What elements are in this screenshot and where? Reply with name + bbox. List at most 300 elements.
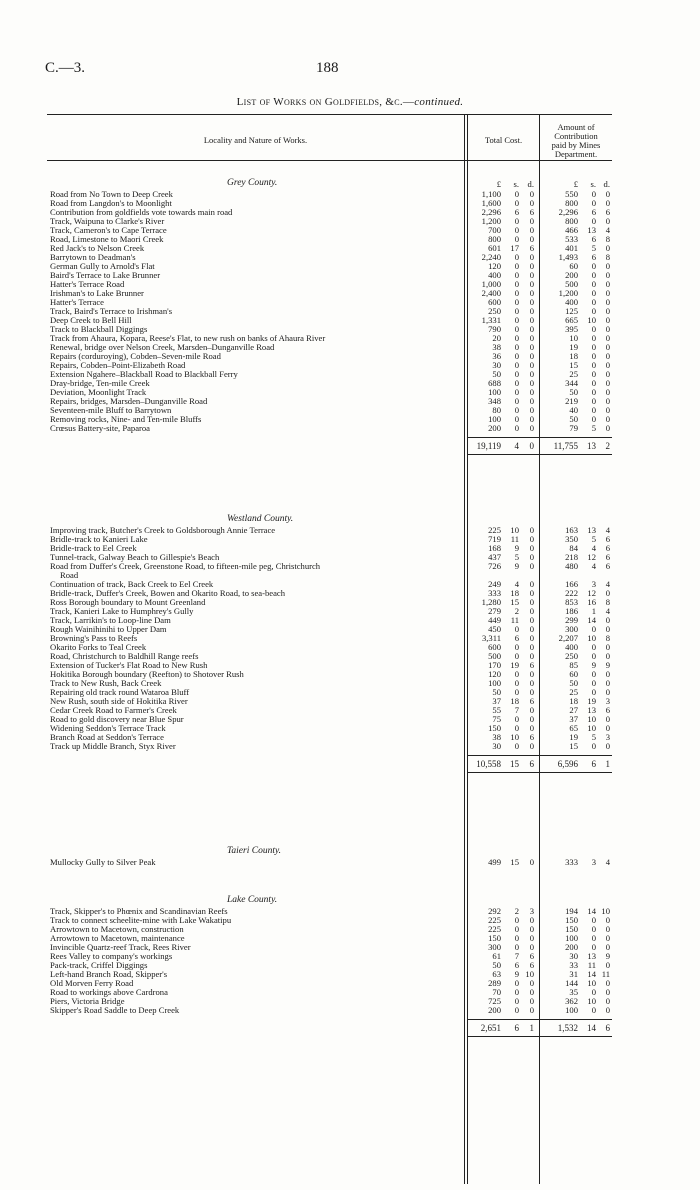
total-cost-pounds: 55 (492, 705, 501, 715)
contribution-shillings: 13 (587, 525, 596, 535)
total-cost-pounds: 1,600 (481, 198, 501, 208)
total-cost-pence: 0 (529, 342, 534, 352)
total-cost-pounds: 75 (492, 714, 501, 724)
contribution-pounds: 533 (565, 234, 578, 244)
total-cost-pounds: 80 (492, 405, 501, 415)
contribution-shillings: 0 (591, 189, 596, 199)
contribution-shillings: 0 (591, 369, 596, 379)
contribution-pence: 0 (605, 624, 610, 634)
total-cost-pence: 0 (529, 561, 534, 571)
contribution-shillings: 1 (591, 606, 596, 616)
table-row (47, 424, 612, 433)
total-cost-shillings: 0 (514, 315, 519, 325)
total-cost-shillings: 2 (514, 606, 519, 616)
work-locality: Continuation of track, Back Creek to Eel Creek (50, 579, 214, 589)
contribution-shillings: 11 (587, 960, 596, 970)
contribution-shillings: 6 (591, 252, 596, 262)
total-cost-pounds: 1,280 (481, 597, 501, 607)
total-cost-shillings: 6 (514, 1023, 519, 1033)
total-cost-pence: 6 (529, 243, 534, 253)
work-locality: Deep Creek to Bell Hill (50, 315, 132, 325)
work-locality: Invincible Quartz-reef Track, Rees River (50, 942, 191, 952)
contribution-pounds: 100 (565, 1005, 578, 1015)
total-cost-pence: 0 (529, 279, 534, 289)
total-cost-pence: 0 (529, 933, 534, 943)
work-locality: Track to connect scheelite-mine with Lake Wakatipu (50, 915, 232, 925)
total-cost-shillings: 0 (514, 414, 519, 424)
work-locality: Track up Middle Branch, Styx River (50, 741, 176, 751)
total-cost-pence: 6 (529, 660, 534, 670)
contribution-pounds: 31 (569, 969, 578, 979)
total-cost-pence: 0 (529, 252, 534, 262)
subtotal-rule (540, 1036, 612, 1037)
total-cost-shillings: 11 (510, 615, 519, 625)
contribution-pounds: 60 (569, 261, 578, 271)
total-cost-pounds: 279 (488, 606, 501, 616)
table-row (47, 858, 612, 867)
subtotal-rule (540, 772, 612, 773)
contribution-shillings: 14 (587, 906, 596, 916)
total-cost-shillings: 19 (510, 660, 519, 670)
total-cost-shillings: 9 (514, 561, 519, 571)
total-cost-shillings: 0 (514, 279, 519, 289)
table-row (47, 742, 612, 751)
subtotal-rule (468, 454, 539, 455)
subtitle-main: List of Works on Goldfields, &c.— (236, 96, 415, 108)
total-cost-pounds: 499 (488, 857, 501, 867)
table-row (47, 289, 612, 298)
contribution-pence: 0 (605, 378, 610, 388)
total-cost-shillings: 18 (510, 696, 519, 706)
total-cost-shillings: 15 (510, 857, 519, 867)
contribution-shillings: 0 (591, 915, 596, 925)
contribution-shillings: 0 (591, 405, 596, 415)
work-locality: Okarito Forks to Teal Creek (50, 642, 147, 652)
contribution-pence: 0 (605, 942, 610, 952)
work-locality: German Gully to Arnold's Flat (50, 261, 155, 271)
contribution-pounds: 125 (565, 306, 578, 316)
contribution-shillings: 10 (587, 978, 596, 988)
total-cost-pounds: 600 (488, 297, 501, 307)
contribution-pence: 0 (605, 306, 610, 316)
contribution-shillings: 0 (591, 324, 596, 334)
total-cost-pence: 0 (529, 396, 534, 406)
total-cost-pounds: 2,651 (480, 1023, 501, 1033)
total-cost-shillings: 0 (514, 924, 519, 934)
contribution-pounds: 200 (565, 942, 578, 952)
contribution-pence: 0 (605, 405, 610, 415)
work-locality: Seventeen-mile Bluff to Barrytown (50, 405, 172, 415)
total-cost-pounds: 450 (488, 624, 501, 634)
total-cost-pence: 0 (529, 678, 534, 688)
work-locality: Red Jack's to Nelson Creek (50, 243, 145, 253)
total-cost-shillings: 18 (510, 588, 519, 598)
total-cost-shillings: 0 (514, 714, 519, 724)
contribution-pence: 0 (605, 423, 610, 433)
total-cost-pounds: 3,311 (481, 633, 501, 643)
total-cost-pounds: 61 (492, 951, 501, 961)
work-locality: Bridle-track, Duffer's Creek, Bowen and Okarito Road, to sea-beach (50, 588, 286, 598)
total-cost-pounds: 36 (492, 351, 501, 361)
total-cost-pounds: 30 (492, 360, 501, 370)
currency-unit: £ (573, 179, 578, 189)
work-locality: Baird's Terrace to Lake Brunner (50, 270, 161, 280)
total-cost-pence: 0 (529, 606, 534, 616)
total-cost-shillings: 7 (514, 705, 519, 715)
contribution-shillings: 12 (587, 588, 596, 598)
work-locality: Browning's Pass to Reefs (50, 633, 138, 643)
total-cost-pence: 0 (529, 978, 534, 988)
total-cost-shillings: 6 (514, 960, 519, 970)
total-cost-pounds: 719 (488, 534, 501, 544)
work-locality: Repairs (corduroying), Cobden–Seven-mile Road (50, 351, 221, 361)
contribution-shillings: 0 (591, 942, 596, 952)
contribution-pounds: 27 (569, 705, 578, 715)
total-cost-pounds: 20 (492, 333, 501, 343)
contribution-pence: 0 (605, 261, 610, 271)
contribution-pounds: 85 (569, 660, 578, 670)
total-cost-pence: 0 (529, 942, 534, 952)
contribution-shillings: 0 (591, 198, 596, 208)
total-cost-pence: 0 (529, 306, 534, 316)
work-locality: Crœsus Battery-site, Paparoa (50, 423, 150, 433)
total-cost-pounds: 500 (488, 651, 501, 661)
total-cost-pence: 0 (529, 552, 534, 562)
total-cost-pounds: 1,000 (481, 279, 501, 289)
total-cost-shillings: 0 (514, 1005, 519, 1015)
contribution-pence: 0 (605, 741, 610, 751)
total-cost-shillings: 0 (514, 942, 519, 952)
total-cost-shillings: 0 (514, 642, 519, 652)
work-locality: Branch Road at Seddon's Terrace (50, 732, 164, 742)
contribution-pence: 0 (605, 360, 610, 370)
total-cost-pence: 0 (529, 687, 534, 697)
total-cost-shillings: 10 (510, 525, 519, 535)
total-cost-column-header: Total Cost. (484, 135, 523, 145)
contribution-pounds: 18 (569, 696, 578, 706)
total-cost-pence: 0 (529, 642, 534, 652)
total-cost-pence: 0 (529, 198, 534, 208)
contribution-shillings: 0 (591, 624, 596, 634)
contribution-pounds: 333 (565, 857, 578, 867)
work-locality: Arrowtown to Macetown, construction (50, 924, 184, 934)
total-cost-pence: 0 (529, 387, 534, 397)
total-cost-shillings: 0 (514, 678, 519, 688)
total-cost-pence: 0 (529, 525, 534, 535)
contribution-pounds: 30 (569, 951, 578, 961)
total-cost-pence: 0 (529, 378, 534, 388)
contribution-pence: 0 (605, 216, 610, 226)
county-total-row (47, 1024, 612, 1034)
contribution-shillings: 0 (591, 297, 596, 307)
total-cost-pence: 3 (529, 906, 534, 916)
total-cost-pence: 0 (529, 414, 534, 424)
contribution-pence: 0 (605, 915, 610, 925)
total-cost-pence: 0 (529, 597, 534, 607)
subtotal-rule (468, 772, 539, 773)
total-cost-pence: 0 (529, 714, 534, 724)
work-locality: Left-hand Branch Road, Skipper's (50, 969, 168, 979)
total-cost-shillings: 0 (514, 378, 519, 388)
total-cost-pence: 0 (529, 369, 534, 379)
contribution-pounds: 25 (569, 687, 578, 697)
contribution-shillings: 0 (591, 1005, 596, 1015)
contribution-header-line: paid by Mines (551, 140, 601, 150)
total-cost-pounds: 292 (488, 906, 501, 916)
contribution-pence: 8 (605, 633, 610, 643)
total-cost-pounds: 700 (488, 225, 501, 235)
total-cost-shillings: 0 (514, 270, 519, 280)
total-cost-pence: 0 (529, 987, 534, 997)
subtotal-rule (468, 1036, 539, 1037)
total-cost-pounds: 1,100 (481, 189, 501, 199)
total-cost-shillings: 0 (514, 915, 519, 925)
contribution-pence: 0 (605, 324, 610, 334)
contribution-pounds: 186 (565, 606, 578, 616)
county-heading: Grey County. (227, 178, 278, 188)
subtotal-rule (540, 437, 612, 438)
contribution-pounds: 665 (565, 315, 578, 325)
contribution-shillings: 9 (591, 660, 596, 670)
total-cost-pounds: 250 (488, 306, 501, 316)
county-total-row (47, 442, 612, 452)
contribution-pounds: 50 (569, 387, 578, 397)
work-locality: New Rush, south side of Hokitika River (50, 696, 188, 706)
contribution-pounds: 50 (569, 414, 578, 424)
contribution-shillings: 0 (591, 987, 596, 997)
contribution-shillings: 14 (587, 1023, 596, 1033)
contribution-pounds: 200 (565, 270, 578, 280)
contribution-pence: 0 (605, 678, 610, 688)
contribution-pounds: 300 (565, 624, 578, 634)
currency-units-row (47, 180, 612, 189)
currency-unit: d. (603, 179, 610, 189)
contribution-shillings: 0 (591, 333, 596, 343)
total-cost-pounds: 289 (488, 978, 501, 988)
work-locality: Road, Christchurch to Baldhill Range reefs (50, 651, 199, 661)
contribution-pence: 6 (605, 207, 610, 217)
total-cost-pounds: 726 (488, 561, 501, 571)
contribution-pounds: 395 (565, 324, 578, 334)
work-locality: Irishman's to Lake Brunner (50, 288, 144, 298)
contribution-shillings: 0 (591, 741, 596, 751)
work-locality: Arrowtown to Macetown, maintenance (50, 933, 185, 943)
total-cost-pence: 0 (529, 741, 534, 751)
contribution-pounds: 100 (565, 933, 578, 943)
contribution-shillings: 0 (591, 216, 596, 226)
contribution-pounds: 480 (565, 561, 578, 571)
contribution-pounds: 33 (569, 960, 578, 970)
contribution-shillings: 0 (591, 678, 596, 688)
total-cost-shillings: 0 (514, 261, 519, 271)
table-row (47, 1006, 612, 1015)
total-cost-pence: 0 (529, 633, 534, 643)
contribution-shillings: 6 (591, 234, 596, 244)
work-locality: Rough Wainihinihi to Upper Dam (50, 624, 167, 634)
contribution-pounds: 40 (569, 405, 578, 415)
total-cost-pence: 0 (529, 924, 534, 934)
contribution-pounds: 2,207 (558, 633, 578, 643)
work-locality: Track, Baird's Terrace to Irishman's (50, 306, 173, 316)
contribution-pounds: 401 (565, 243, 578, 253)
total-cost-shillings: 0 (514, 216, 519, 226)
contribution-shillings: 0 (591, 414, 596, 424)
contribution-shillings: 0 (591, 288, 596, 298)
contribution-pounds: 299 (565, 615, 578, 625)
total-cost-shillings: 0 (514, 996, 519, 1006)
contribution-pence: 0 (605, 1005, 610, 1015)
total-cost-shillings: 0 (514, 306, 519, 316)
total-cost-pounds: 150 (488, 723, 501, 733)
total-cost-pounds: 688 (488, 378, 501, 388)
total-cost-pence: 0 (529, 234, 534, 244)
contribution-shillings: 0 (591, 351, 596, 361)
total-cost-pence: 0 (529, 543, 534, 553)
work-locality: Removing rocks, Nine- and Ten-mile Bluffs (50, 414, 202, 424)
contribution-shillings: 5 (591, 534, 596, 544)
total-cost-pence: 0 (529, 405, 534, 415)
contribution-pounds: 466 (565, 225, 578, 235)
document-reference: C.—3. (45, 60, 86, 76)
work-locality: Barrytown to Deadman's (50, 252, 136, 262)
work-locality: Road from Langdon's to Moonlight (50, 198, 172, 208)
total-cost-shillings: 0 (514, 324, 519, 334)
total-cost-shillings: 0 (514, 651, 519, 661)
total-cost-pounds: 63 (492, 969, 501, 979)
contribution-pence: 9 (605, 660, 610, 670)
work-locality: Hokitika Borough boundary (Reefton) to Shotover Rush (50, 669, 244, 679)
total-cost-shillings: 0 (514, 225, 519, 235)
total-cost-pounds: 19,119 (476, 441, 501, 451)
total-cost-pounds: 2,400 (481, 288, 501, 298)
total-cost-pounds: 225 (488, 924, 501, 934)
work-locality: Deviation, Moonlight Track (50, 387, 147, 397)
contribution-pounds: 344 (565, 378, 578, 388)
total-cost-pounds: 300 (488, 942, 501, 952)
total-cost-pounds: 50 (492, 687, 501, 697)
contribution-pence: 4 (605, 225, 610, 235)
work-locality: Pack-track, Criffel Diggings (50, 960, 148, 970)
contribution-shillings: 4 (591, 543, 596, 553)
contribution-pounds: 400 (565, 297, 578, 307)
total-cost-pounds: 100 (488, 414, 501, 424)
total-cost-pounds: 100 (488, 678, 501, 688)
contribution-pence: 6 (605, 534, 610, 544)
total-cost-shillings: 6 (514, 207, 519, 217)
total-cost-pounds: 725 (488, 996, 501, 1006)
contribution-pence: 0 (605, 189, 610, 199)
contribution-pounds: 222 (565, 588, 578, 598)
contribution-pence: 0 (605, 588, 610, 598)
table-top-rule (47, 114, 612, 115)
contribution-pounds: 65 (569, 723, 578, 733)
subtitle-continued: continued. (414, 96, 464, 108)
currency-unit: d. (527, 179, 534, 189)
contribution-pounds: 37 (569, 714, 578, 724)
contribution-pounds: 60 (569, 669, 578, 679)
total-cost-shillings: 0 (514, 351, 519, 361)
contribution-shillings: 0 (591, 396, 596, 406)
contribution-pence: 9 (605, 951, 610, 961)
contribution-pence: 0 (605, 723, 610, 733)
total-cost-pence: 0 (529, 351, 534, 361)
total-cost-shillings: 0 (514, 396, 519, 406)
contribution-pence: 6 (605, 543, 610, 553)
contribution-column-header (540, 123, 612, 159)
contribution-pounds: 35 (569, 987, 578, 997)
contribution-pence: 0 (605, 933, 610, 943)
contribution-shillings: 6 (591, 207, 596, 217)
contribution-pence: 0 (605, 243, 610, 253)
contribution-shillings: 0 (591, 387, 596, 397)
contribution-pence: 0 (605, 651, 610, 661)
contribution-pence: 0 (605, 996, 610, 1006)
contribution-pounds: 1,532 (557, 1023, 578, 1033)
contribution-shillings: 0 (591, 360, 596, 370)
total-cost-shillings: 0 (514, 198, 519, 208)
contribution-pounds: 11,755 (553, 441, 578, 451)
currency-unit: s. (513, 179, 519, 189)
total-cost-pence: 6 (529, 732, 534, 742)
total-cost-shillings: 0 (514, 360, 519, 370)
subtotal-rule (540, 454, 612, 455)
work-locality: Repairs, bridges, Marsden–Dunganville Road (50, 396, 208, 406)
work-locality: Road to gold discovery near Blue Spur (50, 714, 184, 724)
total-cost-pence: 6 (529, 696, 534, 706)
total-cost-pence: 1 (529, 1023, 534, 1033)
total-cost-shillings: 0 (514, 978, 519, 988)
currency-unit: £ (496, 179, 501, 189)
total-cost-pence: 0 (529, 333, 534, 343)
contribution-shillings: 14 (587, 615, 596, 625)
total-cost-pounds: 10,558 (476, 759, 501, 769)
total-cost-pounds: 225 (488, 525, 501, 535)
contribution-pence: 2 (605, 441, 610, 451)
total-cost-pounds: 100 (488, 387, 501, 397)
contribution-shillings: 3 (591, 579, 596, 589)
contribution-shillings: 10 (587, 996, 596, 1006)
contribution-pence: 0 (605, 351, 610, 361)
subtotal-rule (540, 1019, 612, 1020)
contribution-shillings: 3 (591, 857, 596, 867)
contribution-pounds: 194 (565, 906, 578, 916)
contribution-pence: 4 (605, 606, 610, 616)
work-locality: Track, Cameron's to Cape Terrace (50, 225, 167, 235)
work-locality: Track to New Rush, Back Creek (50, 678, 162, 688)
contribution-pence: 0 (605, 315, 610, 325)
total-cost-shillings: 11 (510, 534, 519, 544)
contribution-pounds: 166 (565, 579, 578, 589)
contribution-pence: 0 (605, 960, 610, 970)
locality-column-header: Locality and Nature of Works. (203, 135, 308, 145)
total-cost-shillings: 0 (514, 333, 519, 343)
contribution-pence: 6 (605, 1023, 610, 1033)
work-locality: Extension of Tucker's Flat Road to New Rush (50, 660, 208, 670)
work-locality: Improving track, Butcher's Creek to Goldsborough Annie Terrace (50, 525, 276, 535)
work-locality: Renewal, bridge over Nelson Creek, Marsden–Dunganville Road (50, 342, 275, 352)
contribution-pence: 4 (605, 525, 610, 535)
contribution-shillings: 0 (591, 378, 596, 388)
contribution-pence: 0 (605, 297, 610, 307)
total-cost-pounds: 168 (488, 543, 501, 553)
contribution-pounds: 550 (565, 189, 578, 199)
total-cost-pounds: 200 (488, 423, 501, 433)
total-cost-pounds: 400 (488, 270, 501, 280)
work-locality: Widening Seddon's Terrace Track (50, 723, 166, 733)
contribution-shillings: 13 (587, 225, 596, 235)
contribution-pence: 0 (605, 288, 610, 298)
total-cost-pounds: 225 (488, 915, 501, 925)
